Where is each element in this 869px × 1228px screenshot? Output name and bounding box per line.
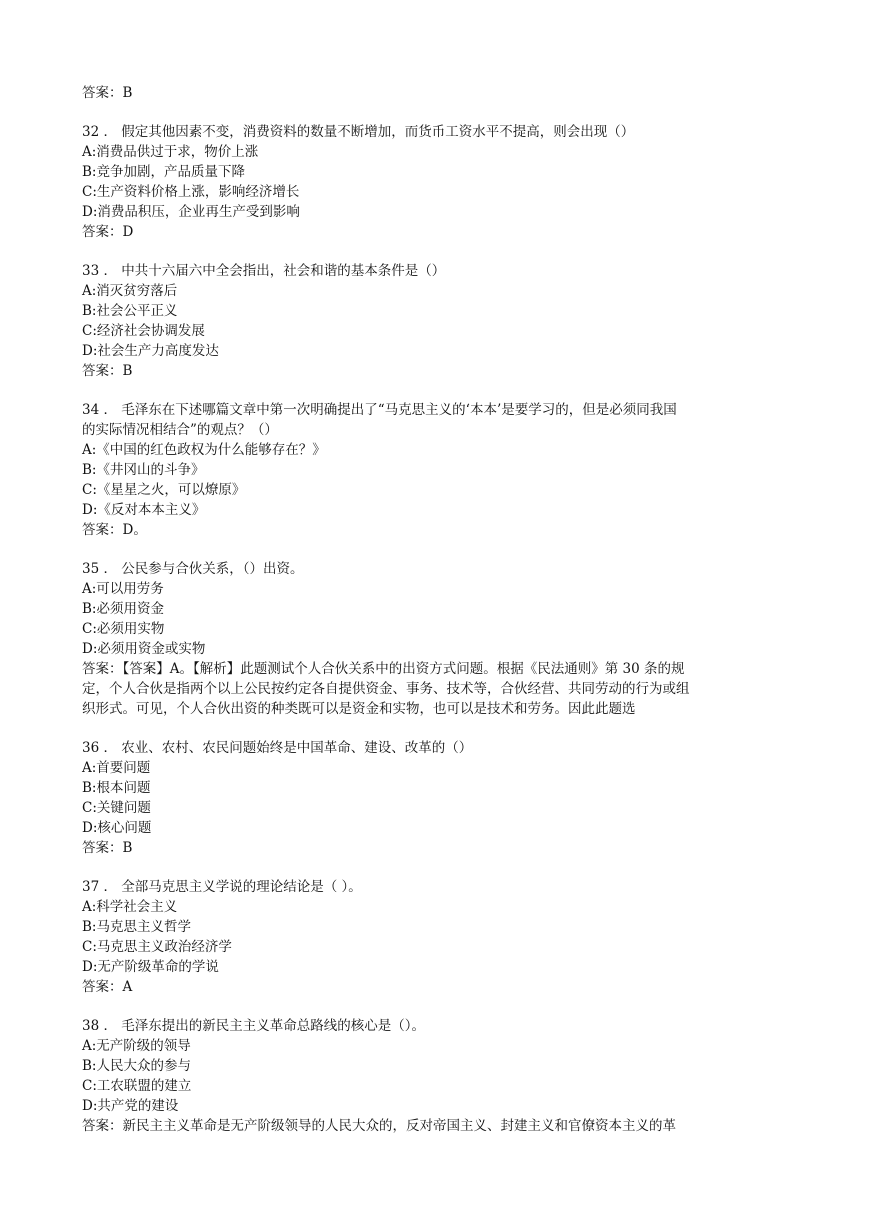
option-a: A:无产阶级的领导 [82, 1038, 191, 1054]
answer: 答案：B [82, 363, 133, 379]
option-a: A:首要问题 [82, 760, 151, 776]
option-c: C:关键问题 [82, 800, 151, 816]
option-b: B:根本问题 [82, 780, 151, 796]
option-d: D:无产阶级革命的学说 [82, 959, 219, 975]
option-c: C:马克思主义政治经济学 [82, 939, 232, 955]
option-b: B:竞争加剧，产品质量下降 [82, 164, 245, 180]
option-b: B:《井冈山的斗争》 [82, 462, 205, 478]
answer-line-2: 定，个人合伙是指两个以上公民按约定各自提供资金、事务、技术等，合伙经营、共同劳动的行为或组 [82, 681, 690, 697]
question-stem: 38 ． 毛泽东提出的新民主主义革命总路线的核心是（）。 [82, 1018, 426, 1034]
option-b: B:马克思主义哲学 [82, 919, 191, 935]
answer: 答案：A [82, 979, 133, 995]
answer: 答案：新民主主义革命是无产阶级领导的人民大众的，反对帝国主义、封建主义和官僚资本主义的革 [82, 1118, 676, 1134]
option-d: D:核心问题 [82, 820, 152, 836]
question-stem: 37 ． 全部马克思主义学说的理论结论是（ ）。 [82, 879, 362, 895]
answer: 答案：B [82, 840, 133, 856]
question-stem-line-1: 34 ． 毛泽东在下述哪篇文章中第一次明确提出了“马克思主义的‘本本’是要学习的，但是必须同我国 [82, 402, 677, 418]
answer: 答案：D [82, 224, 134, 240]
option-b: B:社会公平正义 [82, 303, 178, 319]
option-c: C:工农联盟的建立 [82, 1078, 192, 1094]
question-stem-line-2: 的实际情况相结合”的观点？（） [82, 422, 278, 438]
option-b: B:人民大众的参与 [82, 1058, 191, 1074]
option-c: C:经济社会协调发展 [82, 323, 205, 339]
option-c: C:必须用实物 [82, 621, 165, 637]
option-a: A:可以用劳务 [82, 581, 164, 597]
answer: 答案：D。 [82, 522, 147, 538]
option-a: A:科学社会主义 [82, 899, 178, 915]
option-d: D:共产党的建设 [82, 1098, 179, 1114]
option-a: A:消灭贫穷落后 [82, 283, 178, 299]
option-d: D:《反对本本主义》 [82, 502, 206, 518]
option-d: D:社会生产力高度发达 [82, 343, 219, 359]
question-stem: 35 ． 公民参与合伙关系，（）出资。 [82, 561, 304, 577]
answer-line-1: 答案：【答案】A。【解析】此题测试个人合伙关系中的出资方式问题。根据《民法通则》第 30 条的规 [82, 661, 685, 677]
option-d: D:消费品积压，企业再生产受到影响 [82, 204, 300, 220]
option-b: B:必须用资金 [82, 601, 164, 617]
option-c: C:生产资料价格上涨，影响经济增长 [82, 184, 300, 200]
question-stem: 36 ． 农业、农村、农民问题始终是中国革命、建设、改革的（） [82, 740, 473, 756]
option-a: A:消费品供过于求，物价上涨 [82, 144, 259, 160]
option-c: C:《星星之火，可以燎原》 [82, 482, 246, 498]
option-d: D:必须用资金或实物 [82, 641, 206, 657]
answer-line-3: 织形式。可见，个人合伙出资的种类既可以是资金和实物，也可以是技术和劳务。因此此题选 [82, 701, 636, 717]
question-stem: 32 ． 假定其他因素不变，消费资料的数量不断增加，而货币工资水平不提高，则会出现（） [82, 124, 635, 140]
option-a: A:《中国的红色政权为什么能够存在？》 [82, 442, 326, 458]
question-stem: 33 ． 中共十六届六中全会指出，社会和谐的基本条件是（） [82, 263, 446, 279]
previous-answer: 答案：B [82, 85, 133, 101]
